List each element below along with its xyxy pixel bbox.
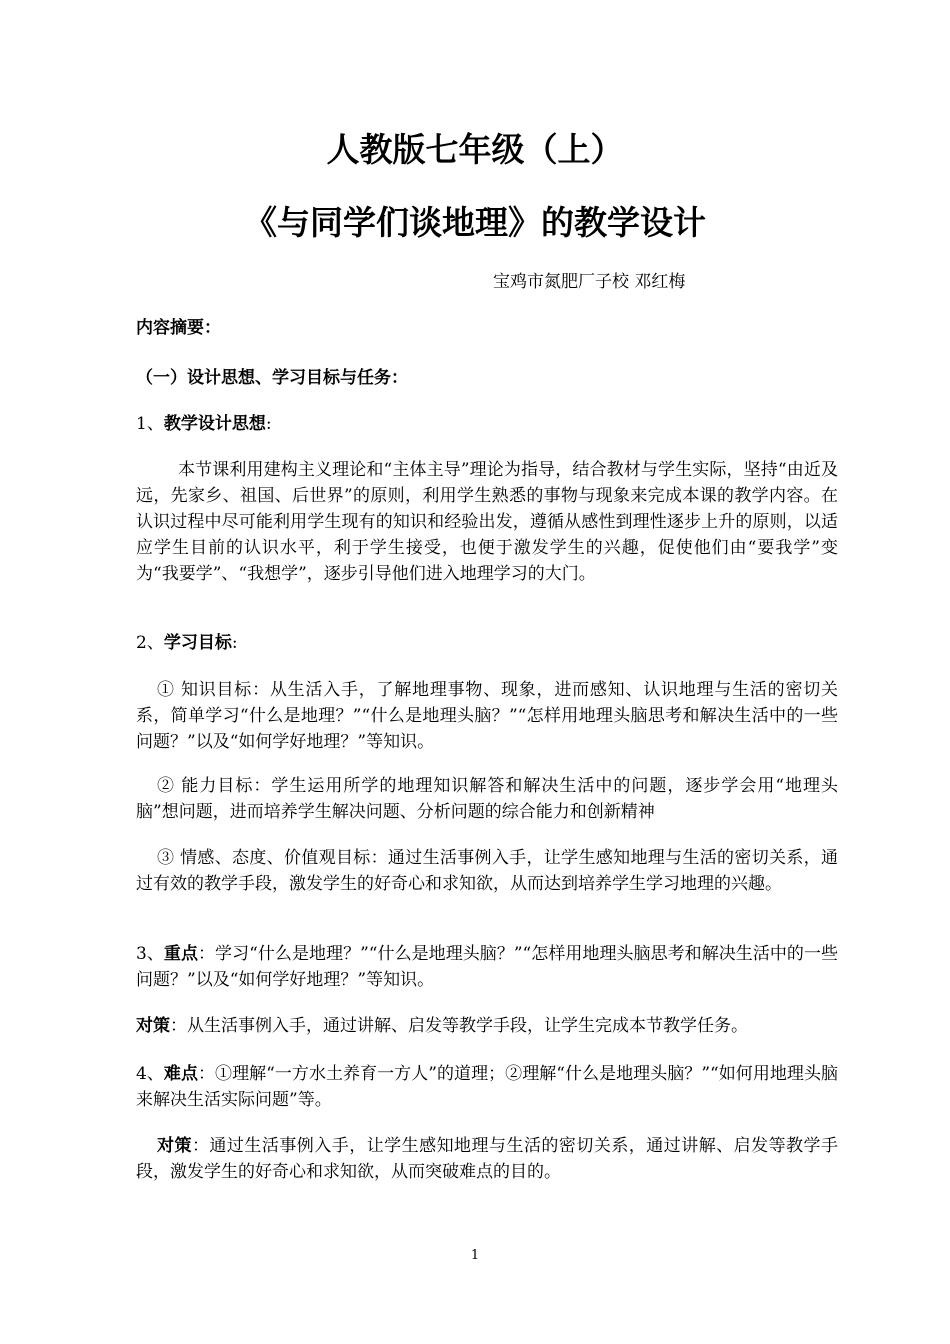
item-4-label: 难点 — [163, 1064, 198, 1084]
item-4-number: 4、 — [136, 1064, 164, 1084]
author-line: 宝鸡市氮肥厂子校 邓红梅 — [493, 272, 686, 292]
item-1-heading — [136, 414, 272, 434]
key-points-paragraph — [136, 941, 838, 993]
item-4-text: ：①理解“一方水土养育一方人”的道理；②理解“什么是地理头脑？”“如何用地理头脑来解决生活实际问题”等。 — [136, 1064, 839, 1110]
item-3-text: ：学习“什么是地理？”“什么是地理头脑？”“怎样用地理头脑思考和解决生活中的一些问题？”以及“如何学好地理？”等知识。 — [136, 944, 839, 990]
goal-knowledge: ① 知识目标：从生活入手，了解地理事物、现象，进而感知、认识地理与生活的密切关系，简单学习“什么是地理？”“什么是地理头脑？”“怎样用地理头脑思考和解决生活中的一些问题？”以及“如何学好地理？”等知识。 — [136, 680, 838, 752]
summary-heading: 内容摘要： — [136, 318, 221, 338]
item-2-heading — [136, 633, 238, 653]
item-2-number: 2、 — [136, 633, 164, 653]
section-heading: （一）设计思想、学习目标与任务： — [136, 368, 408, 388]
item-3-label: 重点 — [163, 944, 198, 964]
item-2-label: 学习目标 — [163, 633, 232, 653]
strategy-text: ：通过生活事例入手，让学生感知地理与生活的密切关系，通过讲解、启发等教学手段，激发学生的好奇心和求知欲，从而突破难点的目的。 — [136, 1136, 839, 1182]
difficult-points-strategy — [136, 1133, 838, 1185]
key-points-strategy — [136, 1013, 838, 1039]
strategy-label: 对策 — [136, 1016, 170, 1036]
goal-attitude: ③ 情感、态度、价值观目标：通过生活事例入手，让学生感知地理与生活的密切关系，通过有效的教学手段，激发学生的好奇心和求知欲，从而达到培养学生学习地理的兴趣。 — [136, 848, 838, 894]
item-1-colon: : — [265, 414, 272, 434]
design-idea-paragraph: 本节课利用建构主义理论和“主体主导”理论为指导，结合教材与学生实际，坚持“由近及远，先家乡、祖国、后世界”的原则，利用学生熟悉的事物与现象来完成本课的教学内容。在认识过程中尽可能利用学生现有的知识和经验出发，遵循从感性到理性逐步上升的原则，以适应学生目前的认识水平，利于学生接受，也便于激发学生的兴趣，促使他们由“要我学”变为“我要学”、“我想学”，逐步引导他们进入地理学习的大门。 — [136, 460, 838, 584]
item-1-label: 教学设计思想 — [163, 414, 266, 434]
page-number: 1 — [470, 1248, 480, 1263]
strategy-text: ：从生活事例入手，通过讲解、启发等教学手段，让学生完成本节教学任务。 — [170, 1016, 748, 1036]
document-subtitle: 《与同学们谈地理》的教学设计 — [244, 203, 706, 242]
item-1-number: 1、 — [136, 414, 164, 434]
difficult-points-paragraph — [136, 1061, 838, 1113]
item-2-colon: : — [231, 633, 238, 653]
item-3-number: 3、 — [136, 944, 164, 964]
goal-ability: ② 能力目标：学生运用所学的地理知识解答和解决生活中的问题，逐步学会用“地理头脑”想问题，进而培养学生解决问题、分析问题的综合能力和创新精神 — [136, 776, 838, 822]
document-title: 人教版七年级（上） — [326, 130, 624, 169]
strategy-label: 对策 — [157, 1136, 192, 1156]
